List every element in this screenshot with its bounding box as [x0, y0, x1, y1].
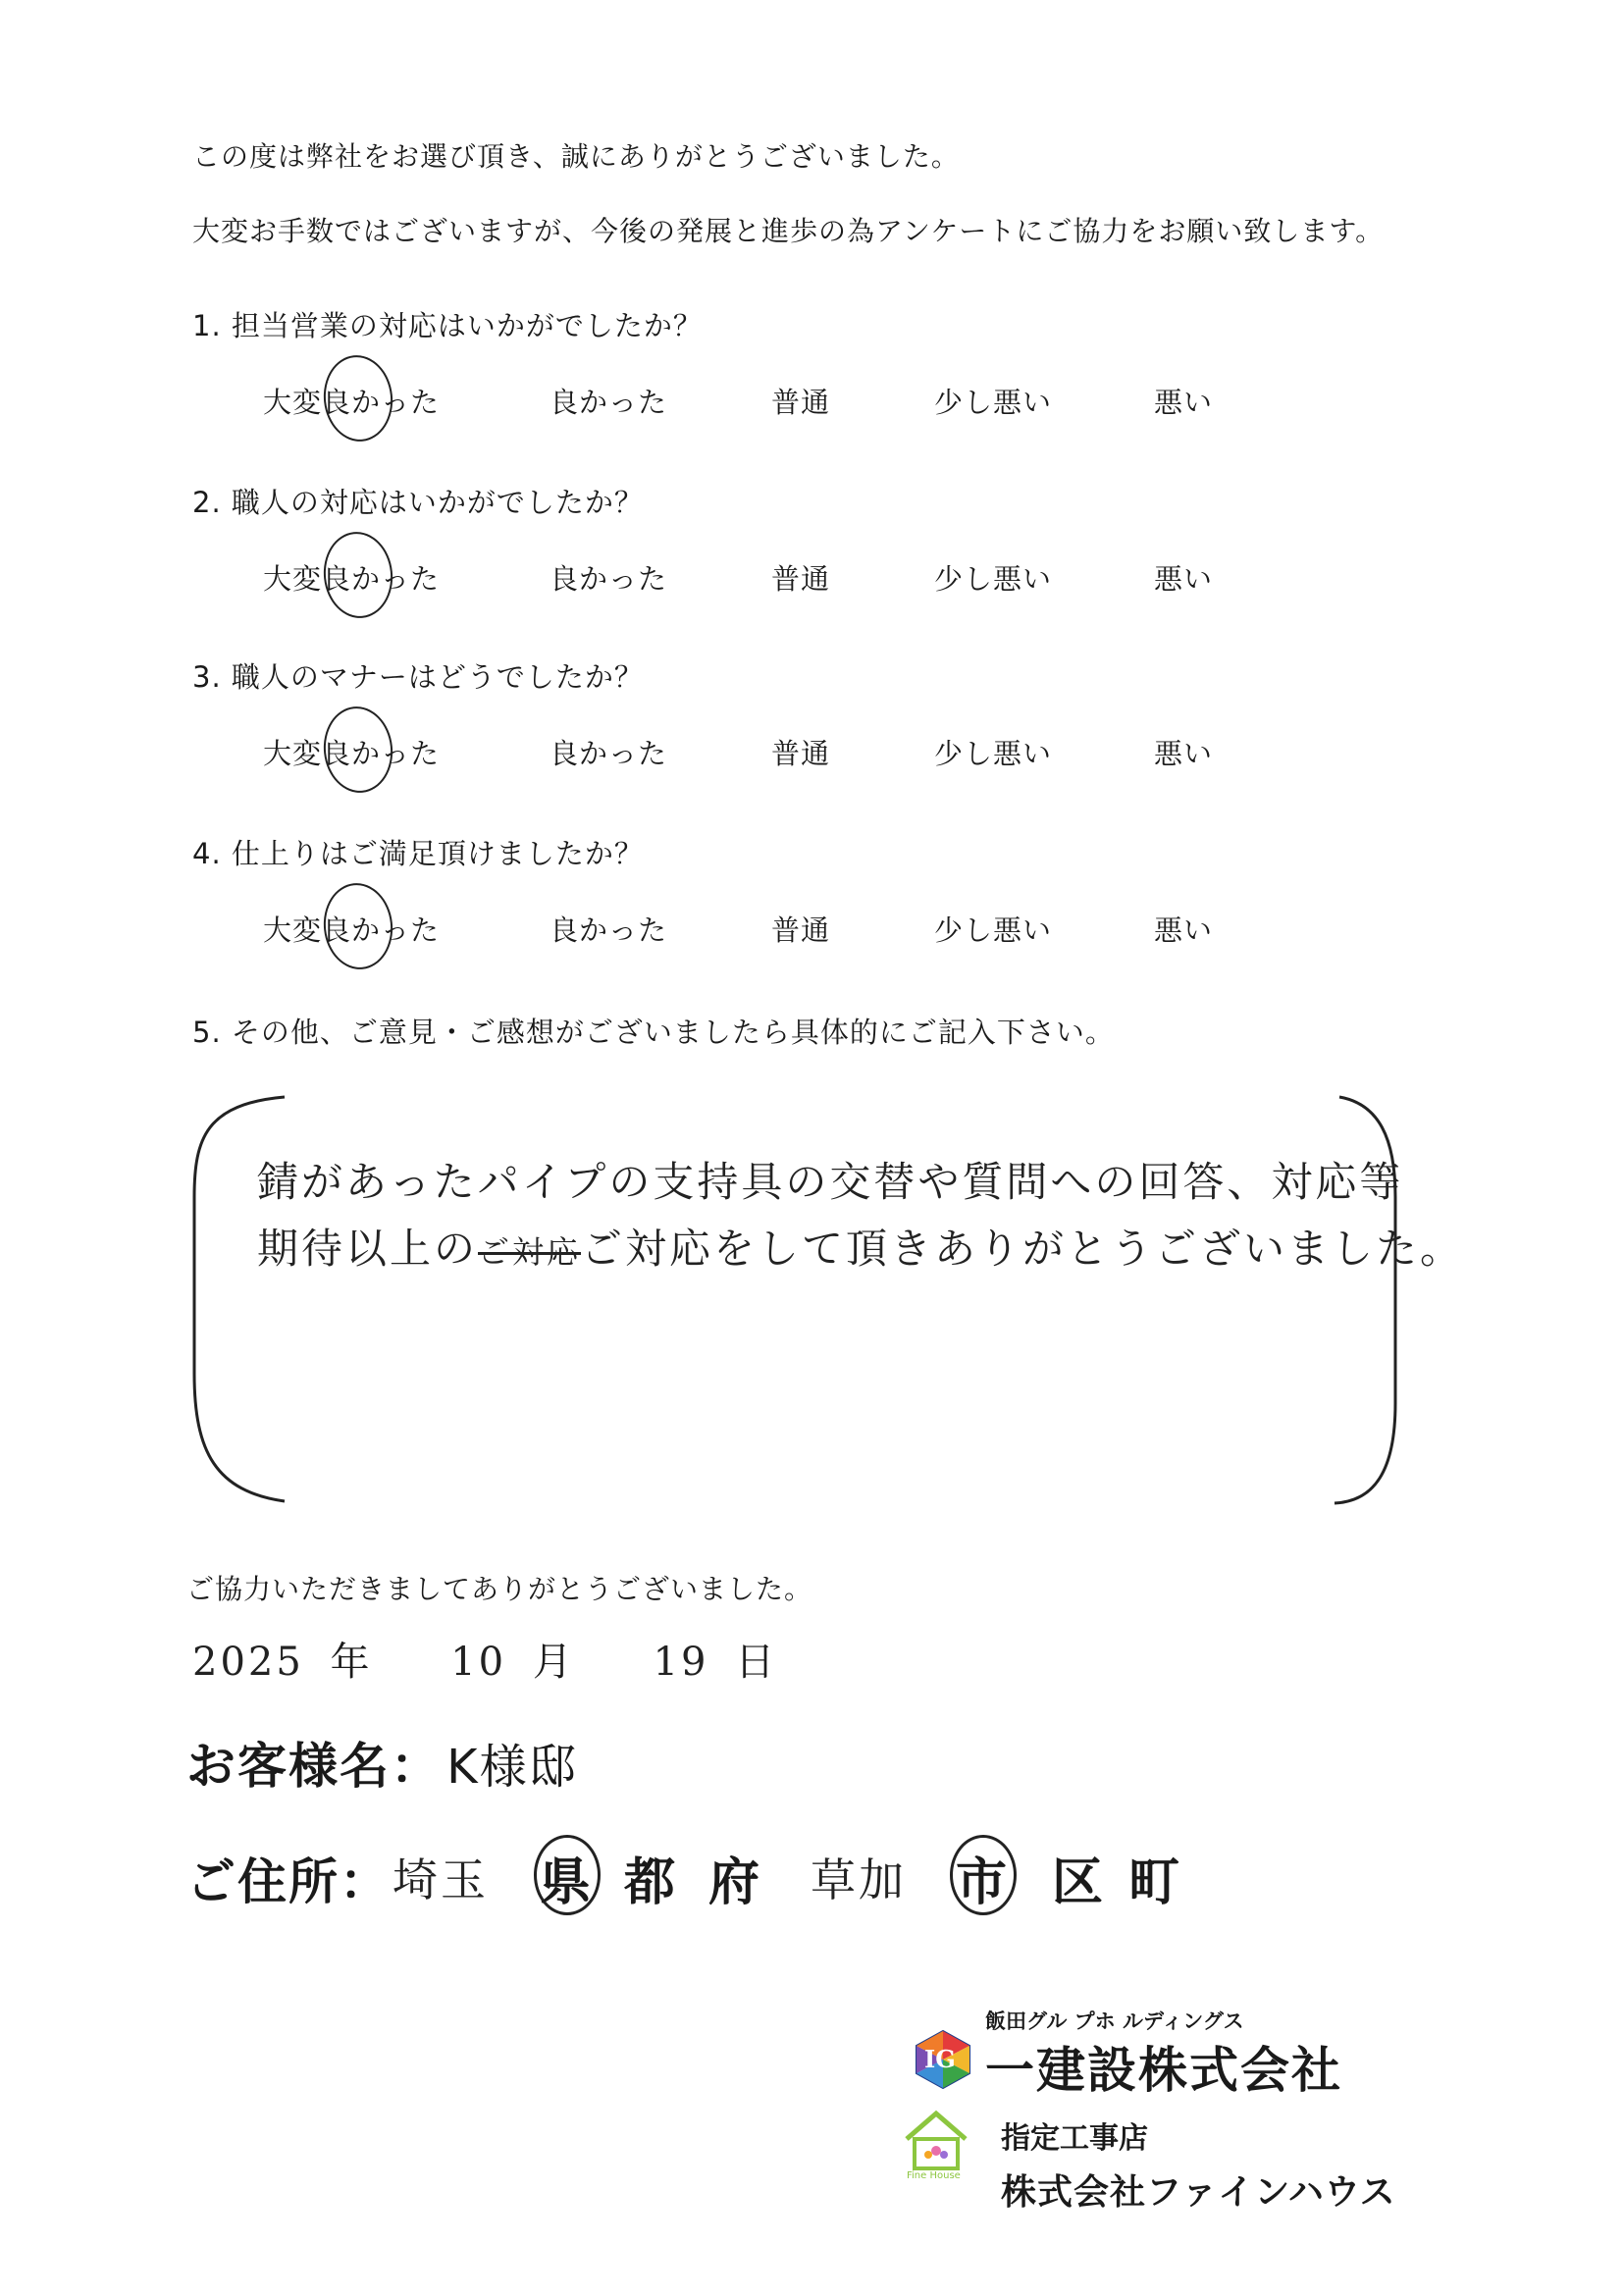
- question-4-option-bad[interactable]: 悪い: [1154, 913, 1214, 947]
- address-unit-cho: 町: [1128, 1853, 1180, 1912]
- question-1-selection-circle: [320, 352, 397, 445]
- address-unit-ken: 県: [540, 1853, 592, 1912]
- comment-answer-line-2-end: ご対応をして頂きありがとうございました。: [581, 1225, 1465, 1273]
- date-year-unit: 年: [330, 1640, 370, 1685]
- date-month: 10: [450, 1640, 507, 1685]
- question-3-option-bad[interactable]: 悪い: [1154, 737, 1214, 770]
- question-2-option-very-good[interactable]: 大変良かった: [263, 562, 441, 596]
- question-2-option-average[interactable]: 普通: [771, 562, 831, 596]
- question-2-option-slightly-bad[interactable]: 少し悪い: [934, 562, 1053, 596]
- question-2-option-bad[interactable]: 悪い: [1154, 562, 1214, 596]
- question-1-title: 1. 担当営業の対応はいかがでしたか？: [192, 309, 703, 342]
- date-day: 19: [653, 1640, 709, 1685]
- question-3-selection-circle: [320, 704, 397, 797]
- address-city: 草加: [811, 1853, 907, 1906]
- question-3-option-good[interactable]: 良かった: [550, 737, 668, 770]
- fine-house-logo-text: Fine House: [907, 2170, 961, 2181]
- question-5-title: 5. その他、ご意見・ご感想がございましたら具体的にご記入下さい。: [192, 1016, 1115, 1049]
- date-row: [192, 1631, 774, 1687]
- address-unit-ku: 区: [1052, 1853, 1104, 1912]
- intro-line-1: この度は弊社をお選び頂き、誠にありがとうございました。: [192, 140, 960, 173]
- question-2-option-good[interactable]: 良かった: [550, 562, 668, 596]
- store-label: 指定工事店: [1001, 2121, 1148, 2156]
- group-name: 飯田グル プホ ルディングス: [985, 2009, 1244, 2033]
- customer-name: K様邸: [446, 1740, 578, 1795]
- address-unit-fu: 府: [708, 1853, 760, 1912]
- question-1-option-good[interactable]: 良かった: [550, 386, 668, 419]
- date-day-unit: 日: [735, 1640, 775, 1685]
- thanks-text: ご協力いただきましてありがとうございました。: [186, 1573, 813, 1605]
- comment-box-frame: [186, 1079, 1403, 1511]
- question-3-option-very-good[interactable]: 大変良かった: [263, 737, 441, 770]
- question-3-option-average[interactable]: 普通: [771, 737, 831, 770]
- ig-logo-text: IG: [924, 2045, 956, 2073]
- store-name: 株式会社ファインハウス: [1001, 2172, 1396, 2213]
- question-1-option-slightly-bad[interactable]: 少し悪い: [934, 386, 1053, 419]
- date-month-unit: 月: [532, 1640, 572, 1685]
- question-2-selection-circle: [320, 529, 397, 622]
- comment-struck-text: ご対応: [478, 1233, 582, 1271]
- customer-label: お客様名：: [186, 1738, 442, 1795]
- comment-answer-line-1: 錆があったパイプの支持具の交替や質問への回答、対応等: [257, 1158, 1404, 1206]
- question-4-option-slightly-bad[interactable]: 少し悪い: [934, 913, 1053, 947]
- address-prefecture: 埼玉: [393, 1853, 489, 1906]
- address-unit-to: 都: [624, 1853, 676, 1912]
- address-unit-shi: 市: [956, 1853, 1008, 1912]
- date-year: 2025: [192, 1640, 304, 1685]
- company-name: 一建設株式会社: [985, 2041, 1342, 2099]
- customer-row: [186, 1727, 578, 1798]
- fine-house-logo: [901, 2106, 971, 2182]
- question-4-option-average[interactable]: 普通: [771, 913, 831, 947]
- ig-logo: [913, 2029, 973, 2090]
- intro-line-2: 大変お手数ではございますが、今後の発展と進歩の為アンケートにご協力をお願い致します。: [192, 215, 1385, 247]
- comment-answer-line-2: [257, 1217, 1464, 1276]
- question-4-selection-circle: [320, 880, 397, 973]
- question-3-option-slightly-bad[interactable]: 少し悪い: [934, 737, 1053, 770]
- question-3-title: 3. 職人のマナーはどうでしたか？: [192, 660, 644, 694]
- comment-answer-line-2-start: 期待以上の: [257, 1225, 479, 1273]
- question-1-option-very-good[interactable]: 大変良かった: [263, 386, 441, 419]
- question-4-option-very-good[interactable]: 大変良かった: [263, 913, 441, 947]
- question-2-title: 2. 職人の対応はいかがでしたか？: [192, 486, 644, 519]
- question-4-title: 4. 仕上りはご満足頂けましたか？: [192, 837, 644, 870]
- question-4-option-good[interactable]: 良かった: [550, 913, 668, 947]
- question-1-option-average[interactable]: 普通: [771, 386, 831, 419]
- address-label: ご住所：: [186, 1853, 391, 1910]
- question-1-option-bad[interactable]: 悪い: [1154, 386, 1214, 419]
